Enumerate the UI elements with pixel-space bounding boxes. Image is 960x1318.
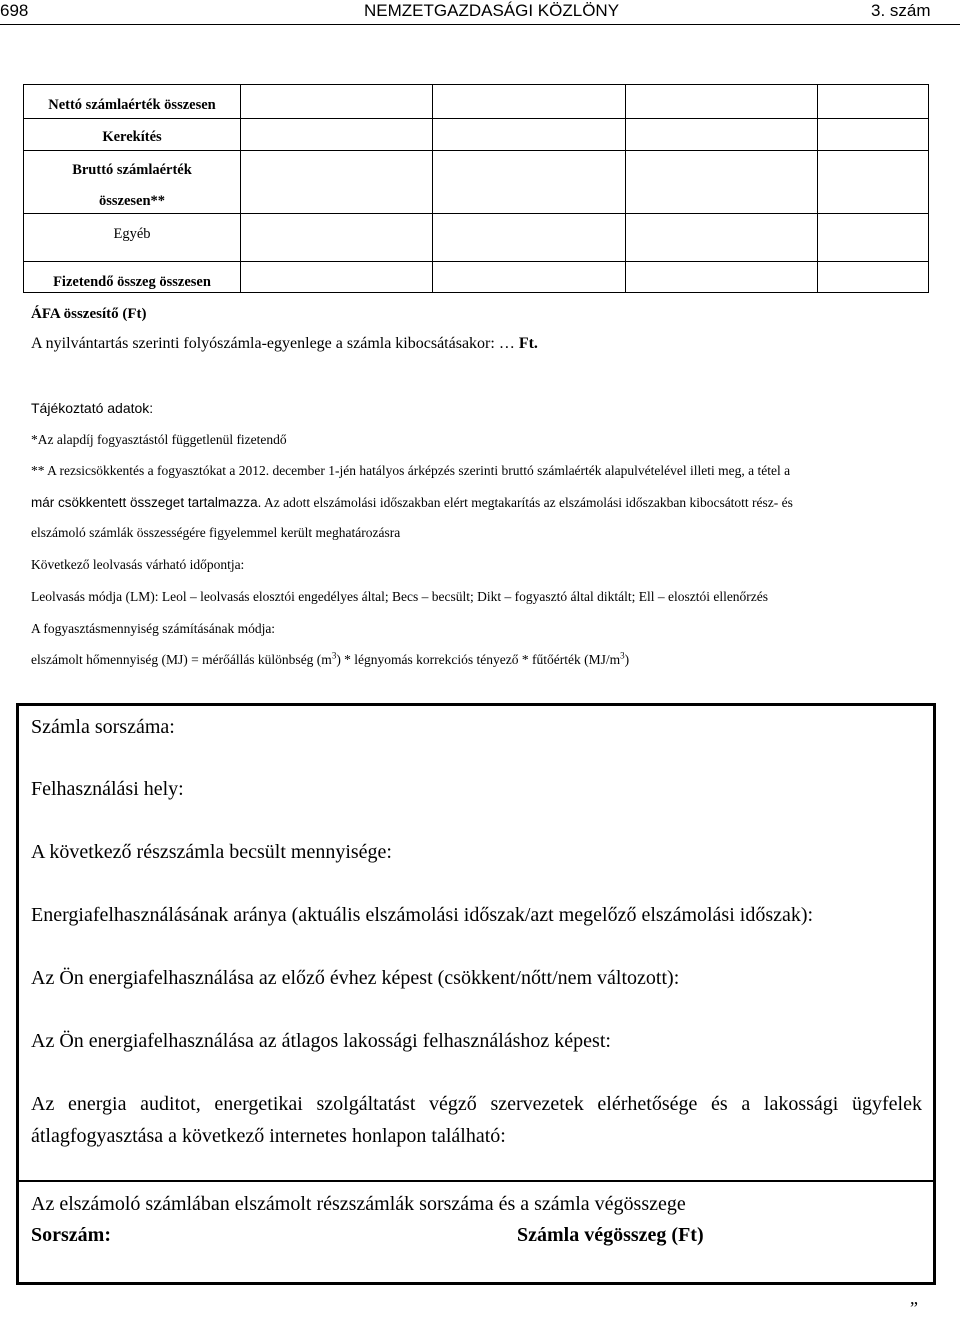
balance-text: A nyilvántartás szerinti folyószámla-egyenlege a számla kibocsátásakor: … (31, 335, 515, 352)
table-row-label: Egyéb (113, 226, 151, 242)
note-price-reduction-line2 (31, 493, 793, 513)
usage-vs-previous-year-label: Az Ön energiafelhasználása az előző évhez képest (csökkent/nőtt/nem változott): (31, 967, 680, 989)
serial-number-label: Sorszám: (31, 1224, 111, 1246)
header-rule (0, 24, 960, 25)
next-partial-invoice-label: A következő részszámla becsült mennyisége: (31, 841, 392, 863)
table-row-divider (24, 261, 928, 262)
note-price-reduction-line1: ** A rezsicsökkentés a fogyasztókat a 2012. december 1-jén hatályos árképzés szerinti bruttó számlaérték alapulvételével illeti meg, a tétel a (31, 463, 791, 478)
notes-heading: Tájékoztató adatok: (31, 400, 154, 416)
partial-invoices-heading: Az elszámoló számlában elszámolt részszámlák sorszáma és a számla végösszege (31, 1193, 686, 1215)
invoice-total-label: Számla végösszeg (Ft) (517, 1224, 704, 1246)
calculation-method-heading: A fogyasztásmennyiség számításának módja: (31, 621, 276, 636)
energy-audit-info-line1: Az energia auditot, energetikai szolgáltatást végző szervezetek elérhetősége és a lakossági ügyfelek (31, 1093, 922, 1115)
note-text-part: már csökkentett összeget tartalmazza. (31, 495, 262, 510)
note-price-reduction-line3: elszámoló számlák összességére figyelemmel került meghatározásra (31, 525, 401, 540)
reading-mode-legend: Leolvasás módja (LM): Leol – leolvasás elosztói engedélyes által; Becs – becsült; Dikt – fogyasztó által diktált; Ell – elosztói ellenőrzés (31, 589, 769, 604)
info-box-divider (16, 1180, 936, 1182)
note-text-part: Az adott elszámolási időszakban elért megtakarítás az elszámolási időszakban kibocsátott rész- és (263, 495, 793, 510)
table-row-divider (24, 118, 928, 119)
table-row-label: Bruttó számlaérték (72, 162, 192, 178)
formula-superscript: 3 (331, 650, 337, 661)
energy-audit-info-line2: átlagfogyasztása a következő internetes honlapon található: (31, 1125, 506, 1147)
closing-quote-mark: ” (910, 1298, 918, 1318)
table-row-divider (24, 150, 928, 151)
issue-number: 3. szám (871, 1, 931, 20)
formula-part: ) * légnyomás korrekciós tényező * fűtőérték (MJ/m (336, 652, 621, 667)
balance-unit: Ft. (518, 335, 538, 352)
table-row-label: Nettó számlaérték összesen (48, 97, 216, 113)
table-row-divider (24, 213, 928, 214)
formula-superscript: 3 (620, 650, 625, 661)
usage-vs-average-label: Az Ön energiafelhasználása az átlagos lakossági felhasználáshoz képest: (31, 1030, 611, 1052)
usage-ratio-label: Energiafelhasználásának aránya (aktuális elszámolási időszak/azt megelőző elszámolási időszak): (31, 904, 814, 926)
page-number: 698 (0, 1, 29, 20)
formula-part: elszámolt hőmennyiség (MJ) = mérőállás különbség (m (31, 652, 332, 667)
vat-summary-heading: ÁFA összesítő (Ft) (31, 306, 147, 322)
table-row-label: Kerekítés (102, 129, 162, 145)
usage-place-label: Felhasználási hely: (31, 778, 184, 800)
table-row-label: összesen** (98, 193, 166, 209)
invoice-number-label: Számla sorszáma: (31, 716, 175, 738)
formula-part: ) (624, 652, 630, 667)
journal-title: NEMZETGAZDASÁGI KÖZLÖNY (364, 1, 620, 20)
summary-table (23, 84, 929, 293)
note-basic-fee: *Az alapdíj fogyasztástól függetlenül fizetendő (31, 432, 287, 447)
next-reading-date: Következő leolvasás várható időpontja: (31, 557, 245, 572)
balance-line (31, 334, 538, 354)
calculation-formula (31, 650, 629, 670)
table-row-label: Fizetendő összeg összesen (53, 274, 211, 290)
